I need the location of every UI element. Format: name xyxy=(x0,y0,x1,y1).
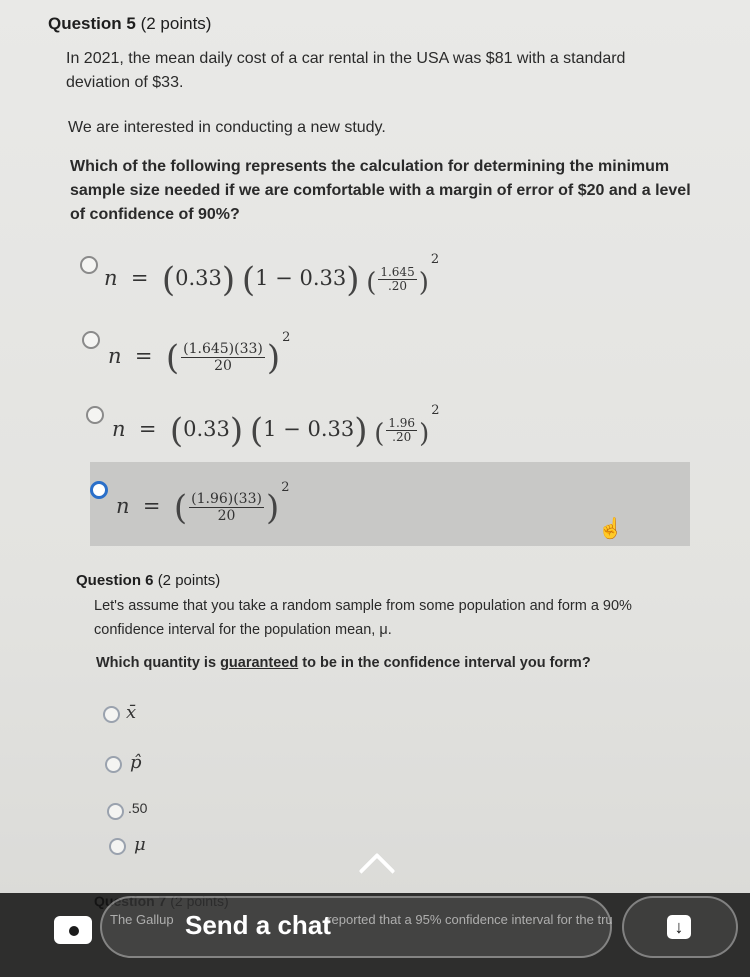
camera-button[interactable] xyxy=(46,906,98,950)
q6-intro: Let's assume that you take a random sample from some population and form a 90% confidence interval for the population mean, μ. xyxy=(94,598,632,638)
chat-input[interactable] xyxy=(100,896,612,958)
q6-option-phat-radio[interactable] xyxy=(105,756,122,773)
q5-intro: In 2021, the mean daily cost of a car rental in the USA was $81 with a standard deviation of $33. xyxy=(66,50,626,91)
q5-option-1-radio[interactable] xyxy=(80,256,98,274)
chevron-up-icon[interactable] xyxy=(359,853,396,890)
q6-option-xbar-radio[interactable] xyxy=(103,706,120,723)
camera-lens xyxy=(66,923,82,939)
q6-question: Which quantity is guaranteed to be in the confidence interval you form? xyxy=(96,655,591,671)
q5-interest: We are interested in conducting a new study. xyxy=(68,119,386,136)
q6-option-mu-radio[interactable] xyxy=(109,838,126,855)
q5-option-4-formula[interactable]: n = ( $\frac{(1.96)(33)}{20}$ )$^2$ xyxy=(116,480,290,528)
q5-option-2-radio[interactable] xyxy=(82,331,100,349)
q7-text: The Gallup reported that a 95% confidence interval for the tru xyxy=(110,912,613,927)
q5-question: Which of the following represents the calculation for determining the minimum sample size needed if we are comfortable with a margin of error of $20 and a level of confidence of 90%? xyxy=(70,158,691,223)
arrow-down-icon[interactable]: ↓ xyxy=(667,915,691,939)
hand-cursor-icon: ☝ xyxy=(598,518,623,540)
q6-option-phat-label: p̂ xyxy=(130,752,142,773)
chat-placeholder: Send a chat xyxy=(185,910,331,940)
q5-option-3-formula[interactable]: n = (0.33) (1 − 0.33) ( $\frac{1.96}{.20}$ )$^2$ xyxy=(112,403,440,451)
q6-option-050-label: .50 xyxy=(128,800,148,816)
q5-option-1-formula[interactable]: n = (0.33) (1 − 0.33) ( $\frac{1.645}{.20}$ )$^2$ xyxy=(104,252,440,300)
q5-title: Question 5 (2 points) xyxy=(48,14,212,33)
q5-option-2-formula[interactable]: n = ( $\frac{(1.645)(33)}{20}$ )$^2$ xyxy=(108,330,291,378)
q6-option-xbar-label: x̄ xyxy=(126,702,137,723)
q6-title: Question 6 (2 points) xyxy=(76,572,221,589)
q5-option-4-radio[interactable] xyxy=(90,481,108,499)
q6-option-mu-label: μ xyxy=(134,834,146,855)
q5-option-3-radio[interactable] xyxy=(86,406,104,424)
q6-option-050-radio[interactable] xyxy=(107,803,124,820)
